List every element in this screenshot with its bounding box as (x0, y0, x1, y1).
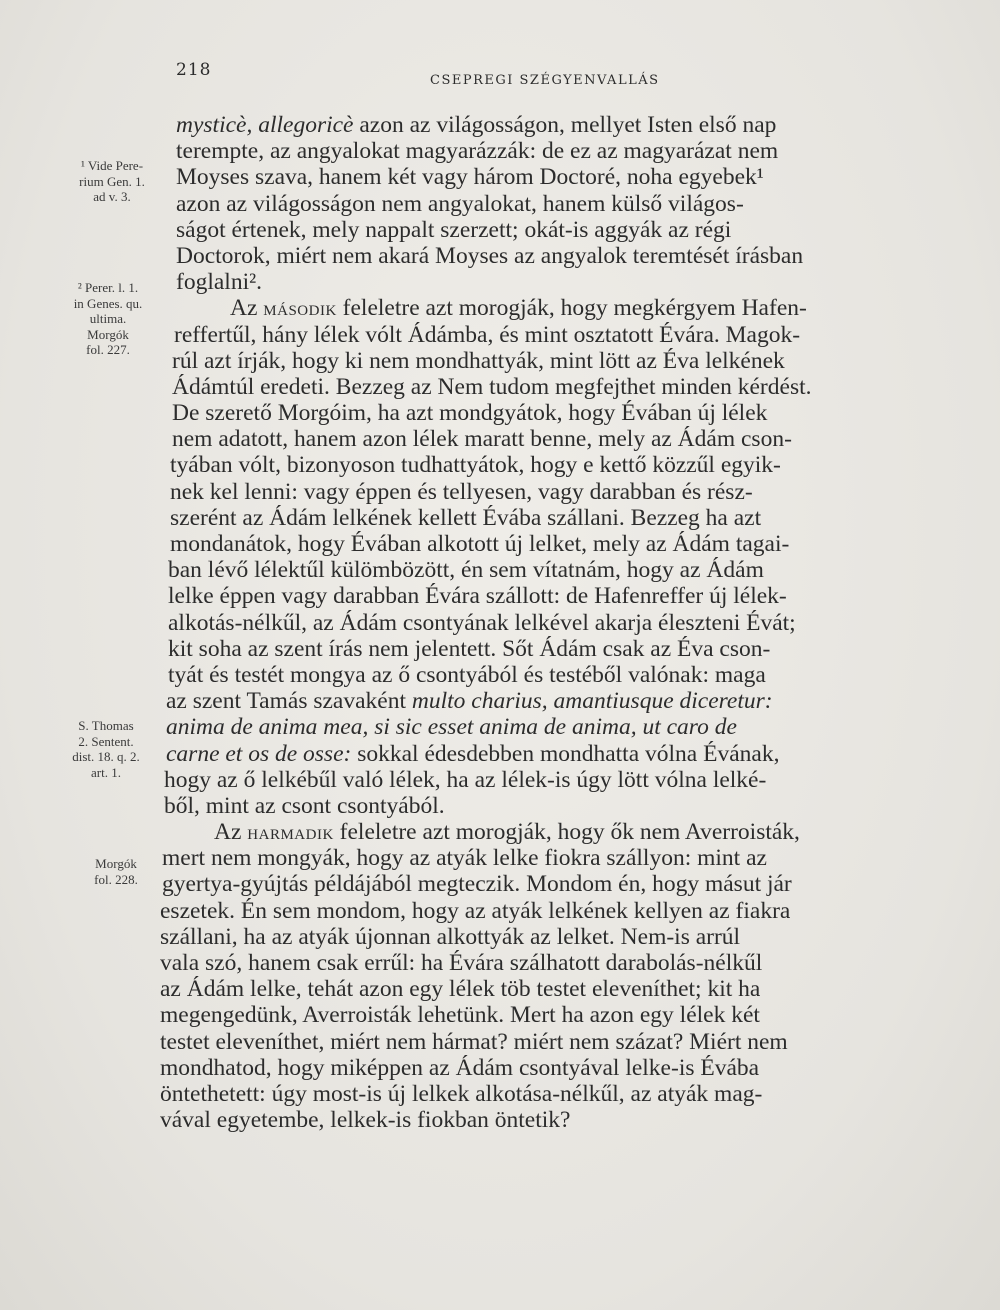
margin-note-line: rium Gen. 1. (79, 173, 145, 189)
text-line: megengedünk, Averroisták lehetünk. Mert ha azon egy lélek két (160, 1002, 760, 1029)
margin-note-line: Morgók (95, 856, 137, 871)
margin-note-perer (62, 280, 154, 358)
text-line: szállani, ha az atyák újonnan alkottyák az lelket. Nem-is arrúl (160, 923, 741, 950)
text-line: kit soha az szent írás nem jelentett. Sőt Ádám csak az Éva cson- (168, 635, 771, 662)
paragraph-start-line (160, 295, 900, 321)
margin-note-s-thomas (60, 718, 152, 780)
margin-note-line: Morgók (87, 326, 129, 342)
text-segment: feleletre azt morogják, hogy megkérgyem Hafen- (336, 295, 807, 322)
text-line: tyát és testét mongya az ő csontyából és testéből valónak: maga (168, 661, 766, 688)
text-segment: Az (230, 295, 264, 322)
text-line: reffertűl, hány lélek vólt Ádámba, és mint osztatott Évára. Magok- (174, 321, 801, 348)
text-line: vala szó, hanem csak errűl: ha Évára szálhatott darabolás-nélkűl (160, 950, 763, 976)
latin-phrase: mysticè, allegoricè (176, 112, 354, 138)
running-head: CSEPREGI SZÉGYENVALLÁS (430, 73, 660, 88)
text-line: mondhatod, hogy miképpen az Ádám csontyával lelke-is Évába (160, 1054, 760, 1081)
text-line: szerént az Ádám lelkének kellett Évába szállani. Bezzeg ha azt (170, 504, 762, 531)
text-line: hogy az ő lelkébűl való lélek, ha az lélek-is úgy lött vólna lelké- (164, 766, 767, 793)
text-line: nem adatott, hanem azon lélek maratt benne, mely az Ádám cson- (172, 426, 792, 453)
text-line: vával egyetembe, lelkek-is fiokban öntetik? (160, 1107, 571, 1134)
text-line: De szerető Morgóim, ha azt mondgyátok, hogy Évában új lélek (172, 400, 768, 427)
text-line: lelke éppen vagy darabban Évára szállott: de Hafenreffer új lélek- (168, 583, 787, 610)
text-line: mert nem mongyák, hogy az atyák lelke fiokra szállyon: mint az (162, 845, 767, 872)
text-line (160, 112, 900, 138)
paragraph-start-line (160, 819, 900, 845)
text-line: foglalni². (176, 269, 263, 296)
text-segment: Az (214, 819, 248, 846)
margin-note-line: ² Perer. l. 1. (77, 280, 139, 295)
text-line: eszetek. Én sem mondom, hogy az atyák lelkének kellyen az fiakra (160, 897, 791, 924)
margin-note-line: in Genes. qu. (73, 295, 143, 311)
margin-note-line: S. Thomas (78, 718, 134, 733)
text-line: ságot értenek, mely nappalt szerzett; okát-is aggyák az régi (176, 216, 732, 243)
text-line: nek kel lenni: vagy éppen és tellyesen, vagy darabban és rész- (170, 478, 753, 505)
margin-note-line: ad v. 3. (93, 189, 131, 204)
text-line: mondanátok, hogy Évában alkotott új lelket, mely az Ádám tagai- (170, 531, 790, 557)
latin-phrase: multo charius, amantiusque diceretur: (411, 688, 773, 715)
text-segment: az szent Tamás szavaként (166, 688, 412, 715)
text-line: ből, mint az csont csontyából. (164, 792, 445, 819)
text-line: tyában vólt, bizonyoson tudhattyátok, hogy e kettő közzűl egyik- (170, 452, 781, 479)
text-line: az Ádám lelke, tehát azon egy lélek töb testet eleveníthet; kit ha (160, 976, 761, 1003)
body-text (160, 112, 900, 1133)
text-line (160, 688, 900, 714)
text-line: rúl azt írják, hogy ki nem mondhattyák, mint lött az Éva lelkének (172, 347, 785, 374)
text-segment: feleletre azt morogják, hogy ők nem Averroisták, (333, 819, 800, 846)
margin-note-line: fol. 227. (86, 342, 130, 357)
text-line: Moyses szava, hanem két vagy három Doctoré, noha egyebek¹ (176, 164, 764, 191)
text-line: Ádámtúl eredeti. Bezzeg az Nem tudom megfejthet minden kérdést. (172, 373, 812, 400)
text-line: gyertya-gyújtás példájából megteczik. Mondom én, hogy másut jár (162, 871, 792, 898)
text-segment: sokkal édesdebben mondhatta vólna Évának, (351, 740, 780, 767)
text-line: teremptе, az angyalokat magyarázzák: de ez az magyarázat nem (176, 138, 779, 165)
margin-note-line: dist. 18. q. 2. (72, 749, 140, 764)
latin-phrase: carne et os de osse: (166, 740, 352, 767)
margin-note-line: ¹ Vide Pere- (80, 158, 144, 173)
text-line: öntethetett: úgy most-is új lelkek alkotása-nélkűl, az atyák mag- (160, 1080, 763, 1107)
latin-phrase-line: anima de anima mea, si sic esset anima de anima, ut caro de (166, 714, 737, 741)
text-line: alkotás-nélkűl, az Ádám csontyának lelkével akarja éleszteni Évát; (168, 609, 796, 636)
page-number: 218 (176, 60, 212, 80)
text-line: ban lévő lélektűl külömbözött, én sem vítatnám, hogy az Ádám (168, 557, 764, 584)
margin-note-morgok (70, 856, 162, 887)
text-line: azon az világosságon nem angyalokat, hanem külső világos- (176, 190, 744, 217)
margin-note-line: 2. Sentent. (78, 733, 134, 749)
margin-note-line: art. 1. (91, 764, 121, 780)
small-caps-word: HARMADIK (247, 827, 334, 844)
text-line (160, 741, 900, 767)
text-segment: azon az világosságon, mellyet Isten első nap (359, 112, 777, 138)
small-caps-word: MÁSODIK (263, 303, 337, 320)
margin-note-line: ultima. (89, 311, 127, 326)
margin-note-vide-pererium (66, 158, 158, 205)
text-line: testet eleveníthet, miért nem hármat? miért nem százat? Miért nem (160, 1028, 788, 1055)
text-line: Doctorok, miért nem akará Moyses az angyalok teremtését írásban (176, 242, 804, 269)
margin-note-line: fol. 228. (94, 871, 138, 887)
